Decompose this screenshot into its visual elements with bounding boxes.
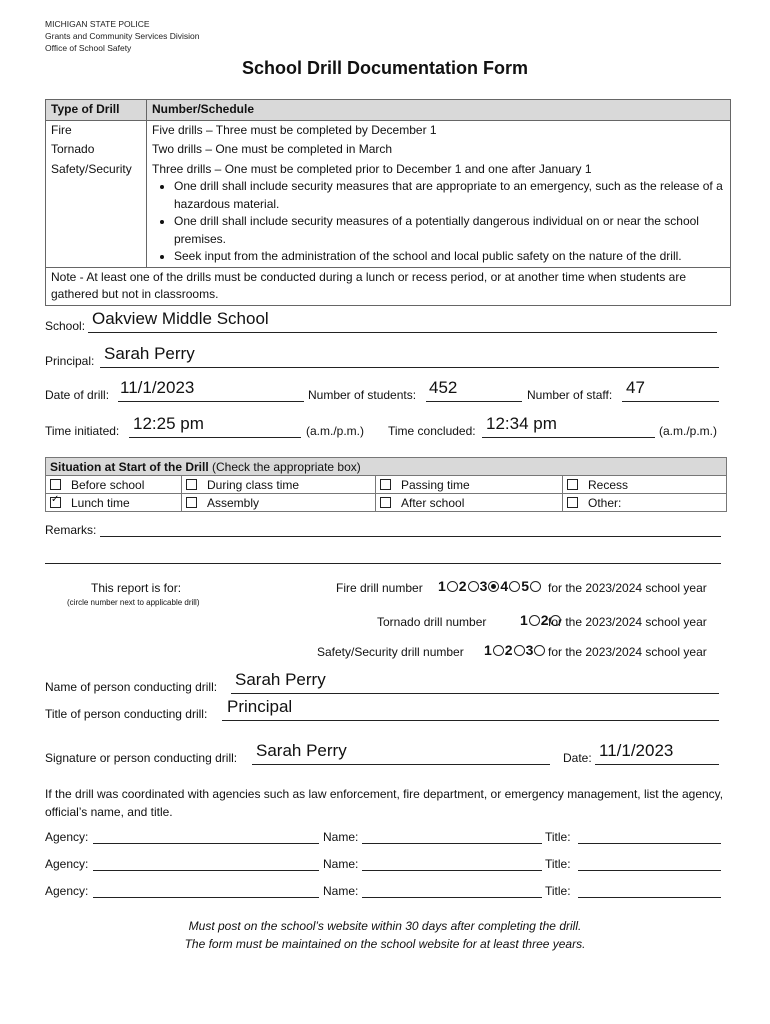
initiated-field[interactable] [129, 437, 301, 438]
col-type-header: Type of Drill [46, 100, 147, 121]
drill-number: 2 [504, 642, 513, 658]
tornado-year-text: for the 2023/2024 school year [548, 615, 707, 629]
staff-label: Number of staff: [527, 388, 613, 402]
checkbox[interactable] [50, 479, 61, 490]
radio-circle-selected[interactable] [488, 581, 499, 592]
drill-number: 2 [540, 612, 549, 628]
agencies-intro: If the drill was coordinated with agencies such as law enforcement, fire department, or emergency management, list the agency, official’s name, and title. [45, 787, 724, 819]
agency-field[interactable] [93, 843, 319, 844]
school-label: School: [45, 319, 86, 333]
option-label: Before school [71, 477, 145, 492]
concluded-value[interactable]: 12:34 pm [486, 414, 557, 433]
situation-note: (Check the appropriate box) [212, 459, 361, 474]
radio-circle[interactable] [447, 581, 458, 592]
security-bullets [152, 178, 725, 266]
option-label: Passing time [401, 477, 470, 492]
radio-circle[interactable] [493, 645, 504, 656]
fire-type: Fire [46, 120, 147, 140]
report-for-label: This report is for: [91, 581, 182, 595]
option-label: Assembly [207, 495, 260, 510]
checkbox[interactable] [567, 497, 578, 508]
option-label: During class time [207, 477, 300, 492]
agency-name-label: Name: [323, 830, 359, 844]
remarks-field-2[interactable] [45, 563, 721, 564]
option-label: Recess [588, 477, 629, 492]
sign-date-field[interactable] [595, 764, 719, 765]
situation-table [45, 457, 727, 512]
checkbox[interactable] [380, 479, 391, 490]
tornado-type: Tornado [46, 140, 147, 160]
drill-number: 3 [479, 578, 488, 594]
fire-drill-label: Fire drill number [336, 581, 423, 595]
sign-date-value[interactable]: 11/1/2023 [599, 741, 674, 760]
col-schedule-header: Number/Schedule [147, 100, 731, 121]
principal-field[interactable] [100, 367, 719, 368]
agency-name-field[interactable] [362, 897, 542, 898]
situation-header [46, 458, 727, 476]
footer-line-1: Must post on the school’s website within 30 days after completing the drill. [188, 919, 582, 933]
students-label: Number of students: [308, 388, 417, 402]
signature-field[interactable] [252, 764, 550, 765]
footer-line-2: The form must be maintained on the school website for at least three years. [184, 937, 586, 951]
radio-circle[interactable] [530, 581, 541, 592]
agency-name-label: Name: [323, 884, 359, 898]
agency-field[interactable] [93, 897, 319, 898]
checkbox[interactable] [186, 479, 197, 490]
fire-schedule: Five drills – Three must be completed by December 1 [147, 120, 731, 140]
drill-number: 4 [500, 578, 509, 594]
remarks-field[interactable] [100, 536, 721, 537]
header-agency: MICHIGAN STATE POLICE [45, 19, 150, 29]
ampm-label: (a.m./p.m.) [306, 424, 365, 438]
agency-name-field[interactable] [362, 843, 542, 844]
agency-name-label: Name: [323, 857, 359, 871]
date-value[interactable]: 11/1/2023 [120, 378, 195, 397]
option-label: Lunch time [71, 495, 130, 510]
drill-note: Note - At least one of the drills must be conducted during a lunch or recess period, or at another time when students are gathered but not in classrooms. [46, 267, 731, 305]
drill-number: 1 [438, 578, 446, 594]
option-assembly[interactable] [182, 494, 376, 512]
conductor-title-label: Title of person conducting drill: [45, 707, 208, 721]
option-label: Other: [588, 495, 622, 510]
drill-schedule-table [45, 99, 731, 306]
agency-name-field[interactable] [362, 870, 542, 871]
students-value[interactable]: 452 [429, 378, 458, 397]
concluded-field[interactable] [482, 437, 655, 438]
report-for-note: (circle number next to applicable drill) [67, 598, 200, 607]
staff-field[interactable] [622, 401, 719, 402]
conductor-name-field[interactable] [231, 693, 719, 694]
fire-drill-numbers[interactable] [438, 578, 542, 594]
agency-title-field[interactable] [578, 870, 721, 871]
principal-value[interactable]: Sarah Perry [104, 344, 195, 363]
option-passing-time[interactable] [376, 476, 563, 494]
drill-number: 3 [525, 642, 534, 658]
tornado-drill-label: Tornado drill number [377, 615, 487, 629]
radio-circle[interactable] [529, 615, 540, 626]
staff-value[interactable]: 47 [626, 378, 645, 397]
radio-circle[interactable] [514, 645, 525, 656]
radio-circle[interactable] [468, 581, 479, 592]
bullet-item: • One drill shall include security measures of a potentially dangerous individual on or near the school premises. [174, 213, 725, 248]
initiated-value[interactable]: 12:25 pm [133, 414, 204, 433]
conductor-title-field[interactable] [222, 720, 719, 721]
page-title: School Drill Documentation Form [241, 58, 528, 78]
security-year-text: for the 2023/2024 school year [548, 645, 707, 659]
radio-circle[interactable] [534, 645, 545, 656]
signature-label: Signature or person conducting drill: [45, 751, 238, 765]
header-division: Grants and Community Services Division [45, 31, 200, 41]
checkbox[interactable] [186, 497, 197, 508]
checkbox[interactable] [567, 479, 578, 490]
agency-title-field[interactable] [578, 843, 721, 844]
school-field[interactable] [88, 332, 717, 333]
security-drill-label: Safety/Security drill number [317, 645, 464, 659]
agency-title-field[interactable] [578, 897, 721, 898]
agency-label: Agency: [45, 857, 89, 871]
option-after-school[interactable] [376, 494, 563, 512]
security-schedule-cell [147, 160, 731, 268]
concluded-label: Time concluded: [388, 424, 476, 438]
checkbox-checked[interactable] [50, 497, 61, 508]
initiated-label: Time initiated: [45, 424, 120, 438]
agency-title-label: Title: [545, 857, 571, 871]
date-field[interactable] [118, 401, 304, 402]
option-recess[interactable] [563, 476, 727, 494]
option-lunch-time[interactable] [46, 494, 182, 512]
security-schedule: Three drills – One must be completed prior to December 1 and one after January 1 [152, 161, 592, 176]
drill-number: 5 [521, 578, 529, 594]
checkbox[interactable] [380, 497, 391, 508]
fire-year-text: for the 2023/2024 school year [548, 581, 707, 595]
option-label: After school [401, 495, 465, 510]
sign-date-label: Date: [563, 751, 592, 765]
tornado-schedule: Two drills – One must be completed in March [147, 140, 731, 160]
students-field[interactable] [426, 401, 522, 402]
conductor-name-label: Name of person conducting drill: [45, 680, 218, 694]
signature-value[interactable]: Sarah Perry [256, 741, 347, 760]
school-value[interactable]: Oakview Middle School [92, 309, 269, 328]
drill-number: 1 [484, 642, 492, 658]
drill-number: 2 [458, 578, 467, 594]
option-before-school[interactable] [46, 476, 182, 494]
header-office: Office of School Safety [45, 43, 132, 53]
remarks-label: Remarks: [45, 523, 97, 537]
agency-field[interactable] [93, 870, 319, 871]
conductor-title-value[interactable]: Principal [227, 697, 293, 716]
agency-title-label: Title: [545, 830, 571, 844]
bullet-item: • Seek input from the administration of the school and local public safety on the nature of the drill. [174, 248, 725, 266]
agency-label: Agency: [45, 830, 89, 844]
conductor-name-value[interactable]: Sarah Perry [235, 670, 326, 689]
security-type: Safety/Security [46, 160, 147, 268]
principal-label: Principal: [45, 354, 95, 368]
situation-heading: Situation at Start of the Drill [50, 459, 209, 474]
agency-label: Agency: [45, 884, 89, 898]
option-other[interactable] [563, 494, 727, 512]
ampm-label: (a.m./p.m.) [659, 424, 718, 438]
security-drill-numbers[interactable] [484, 642, 546, 658]
radio-circle[interactable] [509, 581, 520, 592]
drill-number: 1 [520, 612, 528, 628]
option-during-class[interactable] [182, 476, 376, 494]
bullet-item: • One drill shall include security measures that are appropriate to an emergency, such as the release of a hazardous material. [174, 178, 725, 213]
agency-title-label: Title: [545, 884, 571, 898]
date-label: Date of drill: [45, 388, 110, 402]
